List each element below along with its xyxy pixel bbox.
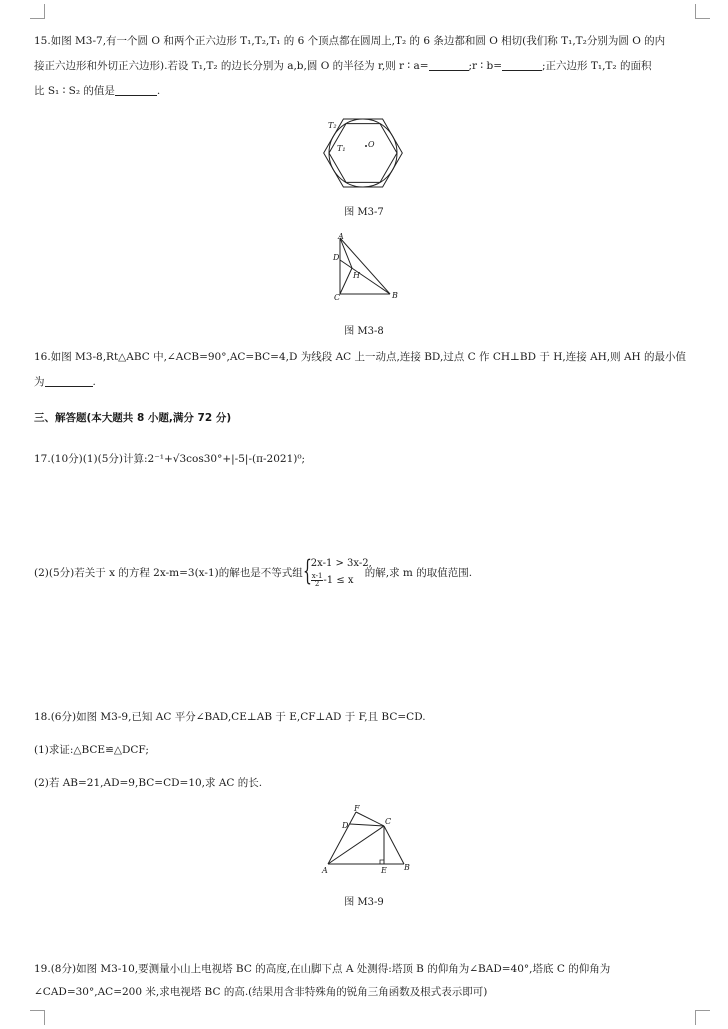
q15-text-2b: ;r ∶ b=: [468, 60, 502, 72]
label-t2: T₂: [328, 121, 337, 130]
segment-ch: [340, 268, 352, 294]
label-c: C: [334, 293, 341, 302]
label-f: F: [354, 804, 360, 813]
segment-af: [328, 812, 356, 864]
segment-dc: [350, 824, 384, 826]
q19-line-2: ∠CAD=30°,AC=200 米,求电视塔 BC 的高.(结果用含非特殊角的锐角三角函数及根式表示即可): [34, 986, 488, 998]
q16-line-1: 16.如图 M3-8,Rt△ABC 中,∠ACB=90°,AC=BC=4,D 为线段 AC 上一动点,连接 BD,过点 C 作 CH⊥BD 于 H,连接 AH,则 AH 的最小值: [34, 351, 687, 363]
q16-text-2b: .: [92, 376, 96, 388]
right-angle-mark-e: [380, 860, 384, 864]
caption-m3-7: 图 M3-7: [344, 207, 384, 218]
q15-line-1: 15.如图 M3-7,有一个圆 O 和两个正六边形 T₁,T₂,T₁ 的 6 个顶点都在圆周上,T₂ 的 6 条边都和圆 O 相切(我们称 T₁,T₂分别为圆 O 的内: [34, 35, 666, 47]
segment-cb: [384, 826, 404, 864]
q15-text-2a: 接正六边形和外切正六边形).若设 T₁,T₂ 的边长分别为 a,b,圆 O 的半径为 r,则 r ∶ a=: [34, 60, 429, 72]
section-3-heading: 三、解答题(本大题共 8 小题,满分 72 分): [34, 412, 232, 424]
circle-o: [329, 119, 397, 187]
label-d: D: [333, 253, 340, 262]
corner-mark-bottom-left: [30, 1010, 45, 1025]
inequality-row-2-rest: -1 ≤ x: [323, 575, 354, 586]
q15-text-3a: 比 S₁ ∶ S₂ 的值是: [34, 85, 115, 97]
hexagon-t1: [329, 124, 397, 183]
label-o: O: [368, 140, 375, 149]
q18-part-2: (2)若 AB=21,AD=9,BC=CD=10,求 AC 的长.: [34, 777, 263, 789]
q15-line-3: [34, 84, 160, 98]
q15-blank-2[interactable]: [502, 60, 542, 71]
brace-icon: {: [302, 554, 312, 587]
label-a: A: [338, 232, 344, 241]
q15-line-2: [34, 59, 651, 73]
label-e: E: [381, 866, 387, 875]
segment-ac: [328, 826, 384, 864]
fraction-numerator: x-1: [311, 572, 323, 580]
figure-m3-7: [318, 110, 408, 196]
q17-part-1: 17.(10分)(1)(5分)计算:2⁻¹+√3cos30°+|-5|-(π-2021)⁰;: [34, 453, 306, 465]
q15-blank-1[interactable]: [429, 60, 469, 71]
inequality-row-2: [311, 573, 354, 588]
fraction: [311, 573, 324, 588]
q16-blank[interactable]: [45, 376, 93, 387]
label-b: B: [392, 291, 398, 300]
q17-text-2b: 的解,求 m 的取值范围.: [364, 567, 473, 579]
inequality-system: [302, 554, 372, 588]
label-t1: T₁: [337, 144, 346, 153]
label-c: C: [385, 817, 392, 826]
q16-line-2: [34, 375, 96, 389]
q16-text-2a: 为: [34, 376, 45, 388]
q18-part-1: (1)求证:△BCE≌△DCF;: [34, 744, 149, 756]
q15-text-2c: ;正六边形 T₁,T₂ 的面积: [542, 60, 652, 72]
segment-ab: [340, 238, 390, 294]
corner-mark-top-left: [30, 4, 45, 19]
q19-line-1: 19.(8分)如图 M3-10,要测量小山上电视塔 BC 的高度,在山脚下点 A 处测得:塔顶 B 的仰角为∠BAD=40°,塔底 C 的仰角为: [34, 963, 611, 975]
figure-m3-9: [320, 804, 412, 878]
segment-fc: [356, 812, 384, 826]
figure-m3-8: [330, 230, 402, 302]
fraction-denominator: 2: [314, 580, 320, 588]
caption-m3-9: 图 M3-9: [344, 897, 384, 908]
label-b: B: [404, 863, 410, 872]
q15-blank-3[interactable]: [115, 85, 157, 96]
caption-m3-8: 图 M3-8: [344, 326, 384, 337]
label-a: A: [322, 866, 328, 875]
q18-stem: 18.(6分)如图 M3-9,已知 AC 平分∠BAD,CE⊥AB 于 E,CF⊥AD 于 F,且 BC=CD.: [34, 711, 426, 723]
corner-mark-bottom-right: [695, 1010, 710, 1025]
center-point: [365, 145, 367, 147]
q15-text-3b: .: [156, 85, 161, 97]
label-d: D: [342, 821, 349, 830]
inequality-row-1: 2x-1 > 3x-2,: [310, 558, 372, 569]
corner-mark-top-right: [695, 4, 710, 19]
q17-text-2a: (2)(5分)若关于 x 的方程 2x-m=3(x-1)的解也是不等式组: [34, 567, 303, 579]
q17-part-2: [34, 554, 473, 588]
label-h: H: [353, 271, 360, 280]
